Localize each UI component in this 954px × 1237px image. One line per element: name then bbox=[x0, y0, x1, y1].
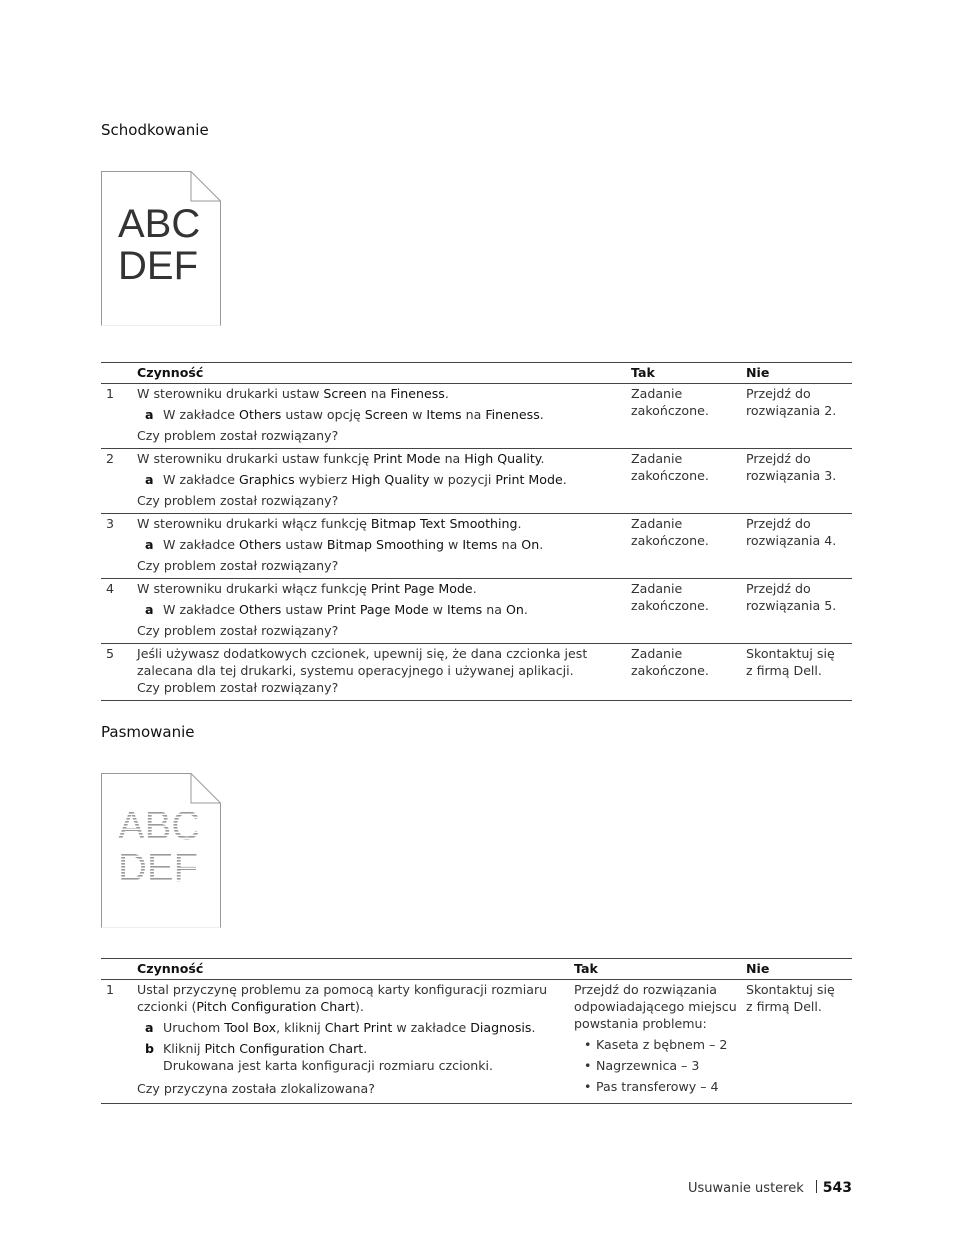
jagged-print-sample-image bbox=[101, 171, 221, 326]
list-item: • Nagrzewnica – 3 bbox=[584, 1057, 738, 1074]
yes-intro: Przejdź do rozwiązania odpowiadającego miejscu powstania problemu: bbox=[574, 982, 737, 1031]
sample-text-line-1: ABC bbox=[118, 202, 201, 246]
step-instruction: Jeśli używasz dodatkowych czcionek, upewnij się, że dana czcionka jest zalecana dla tej drukarki, systemu operacyjnego i używanej aplikacji. bbox=[137, 646, 588, 678]
section-title-schodkowanie: Schodkowanie bbox=[101, 121, 209, 139]
col-header-no: Nie bbox=[742, 959, 852, 980]
no-cell: Przejdź do rozwiązania 3. bbox=[742, 449, 852, 514]
yes-cell: Zadanie zakończone. bbox=[627, 514, 742, 579]
page-footer bbox=[688, 1180, 852, 1196]
footer-chapter: Usuwanie usterek bbox=[687, 1181, 804, 1196]
step-question: Czy problem został rozwiązany? bbox=[137, 680, 339, 695]
yes-cell: Zadanie zakończone. bbox=[627, 644, 742, 701]
sample-text-line-2: DEF bbox=[118, 244, 198, 288]
table-row bbox=[101, 449, 852, 514]
step-question: Czy problem został rozwiązany? bbox=[137, 623, 339, 638]
list-item: • Kaseta z bębnem – 2 bbox=[584, 1036, 738, 1053]
table-row bbox=[101, 579, 852, 644]
no-cell: Przejdź do rozwiązania 2. bbox=[742, 384, 852, 449]
no-cell: Przejdź do rozwiązania 4. bbox=[742, 514, 852, 579]
col-header-yes: Tak bbox=[570, 959, 742, 980]
table-row bbox=[101, 384, 852, 449]
sub-step-b-note: Drukowana jest karta konfiguracji rozmiaru czcionki. bbox=[163, 1058, 494, 1073]
troubleshooting-table-jagged bbox=[101, 362, 852, 701]
step-number: 3 bbox=[101, 514, 133, 579]
yes-cell: Zadanie zakończone. bbox=[627, 449, 742, 514]
step-instruction: W sterowniku drukarki włącz funkcję Print Page Mode. bbox=[137, 581, 477, 596]
step-instruction: Ustal przyczynę problemu za pomocą karty konfiguracji rozmiaru czcionki (Pitch Configuration Chart). bbox=[137, 982, 548, 1014]
banding-print-sample-image bbox=[101, 773, 221, 928]
section-title-pasmowanie: Pasmowanie bbox=[101, 723, 195, 741]
sub-step-a: a W zakładce Others ustaw Print Page Mode w Items na On. bbox=[145, 602, 528, 617]
table-row bbox=[101, 644, 852, 701]
yes-cell bbox=[570, 980, 742, 1104]
no-cell: Skontaktuj się z firmą Dell. bbox=[742, 644, 852, 701]
footer-separator bbox=[816, 1180, 817, 1193]
step-number: 1 bbox=[101, 980, 133, 1104]
sub-step-a: a W zakładce Others ustaw opcję Screen w Items na Fineness. bbox=[145, 407, 544, 422]
col-header-yes: Tak bbox=[627, 363, 742, 384]
list-item: • Pas transferowy – 4 bbox=[584, 1078, 738, 1095]
step-instruction: W sterowniku drukarki ustaw funkcję Print Mode na High Quality. bbox=[137, 451, 545, 466]
troubleshooting-table-banding bbox=[101, 958, 852, 1104]
col-header-no: Nie bbox=[742, 363, 852, 384]
step-question: Czy przyczyna została zlokalizowana? bbox=[137, 1081, 375, 1096]
step-number: 4 bbox=[101, 579, 133, 644]
no-cell: Skontaktuj się z firmą Dell. bbox=[742, 980, 852, 1104]
sub-step-b: b Kliknij Pitch Configuration Chart. Drukowana jest karta konfiguracji rozmiaru czcionki. bbox=[145, 1041, 494, 1073]
table-row bbox=[101, 514, 852, 579]
table-row bbox=[101, 980, 852, 1104]
step-question: Czy problem został rozwiązany? bbox=[137, 493, 339, 508]
page-number: 543 bbox=[822, 1180, 852, 1196]
step-number: 5 bbox=[101, 644, 133, 701]
step-question: Czy problem został rozwiązany? bbox=[137, 428, 339, 443]
step-instruction: W sterowniku drukarki ustaw Screen na Fineness. bbox=[137, 386, 449, 401]
yes-cell: Zadanie zakończone. bbox=[627, 579, 742, 644]
step-number: 1 bbox=[101, 384, 133, 449]
col-header-action: Czynność bbox=[133, 959, 570, 980]
no-cell: Przejdź do rozwiązania 5. bbox=[742, 579, 852, 644]
sub-step-a: a W zakładce Graphics wybierz High Quality w pozycji Print Mode. bbox=[145, 472, 567, 487]
sample-text-line-2: DEF bbox=[118, 846, 198, 890]
step-number: 2 bbox=[101, 449, 133, 514]
component-list bbox=[574, 1036, 738, 1095]
yes-cell: Zadanie zakończone. bbox=[627, 384, 742, 449]
col-header-action: Czynność bbox=[133, 363, 627, 384]
step-instruction: W sterowniku drukarki włącz funkcję Bitmap Text Smoothing. bbox=[137, 516, 522, 531]
sub-step-a: a Uruchom Tool Box, kliknij Chart Print w zakładce Diagnosis. bbox=[145, 1020, 536, 1035]
sub-step-a: a W zakładce Others ustaw Bitmap Smoothing w Items na On. bbox=[145, 537, 544, 552]
sample-text-line-1: ABC bbox=[118, 804, 201, 848]
step-question: Czy problem został rozwiązany? bbox=[137, 558, 339, 573]
